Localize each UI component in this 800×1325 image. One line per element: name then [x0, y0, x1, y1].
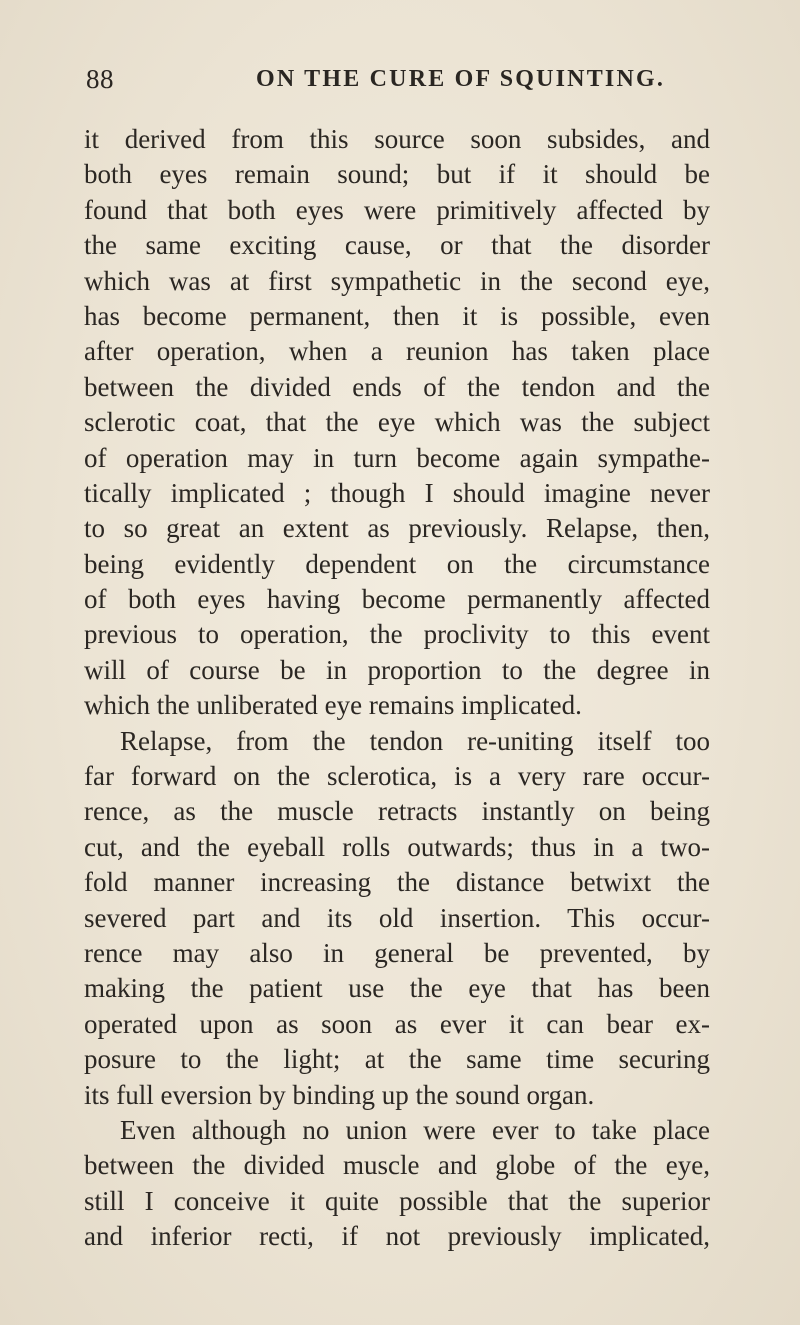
text-line: between the divided ends of the tendon and the — [84, 371, 710, 402]
text-line: of both eyes having become permanently affected — [84, 584, 710, 615]
text-line: sclerotic coat, that the eye which was the subject — [84, 407, 710, 438]
paragraph-start-line: Even although no union were ever to take place — [120, 1114, 710, 1145]
text-line: to so great an extent as previously. Relapse, then, — [84, 513, 710, 544]
text-line: making the patient use the eye that has been — [84, 973, 710, 1004]
page-number: 88 — [86, 64, 114, 94]
text-line: being evidently dependent on the circumstance — [84, 548, 710, 579]
paragraph-end-line: which the unliberated eye remains implicated. — [84, 690, 582, 721]
running-head — [86, 64, 726, 104]
text-line: rence may also in general be prevented, by — [84, 937, 710, 968]
text-line: posure to the light; at the same time securing — [84, 1044, 710, 1075]
text-line: previous to operation, the proclivity to this event — [84, 619, 710, 650]
text-line: after operation, when a reunion has taken place — [84, 336, 710, 367]
text-line: severed part and its old insertion. This occur- — [84, 902, 710, 933]
text-line: found that both eyes were primitively affected by — [84, 194, 710, 225]
text-line: which was at first sympathetic in the second eye, — [84, 265, 710, 296]
text-line: operated upon as soon as ever it can bear ex- — [84, 1008, 710, 1039]
text-line: it derived from this source soon subsides, and — [84, 124, 710, 154]
text-line: rence, as the muscle retracts instantly on being — [84, 796, 710, 827]
text-line: fold manner increasing the distance betwixt the — [84, 867, 710, 898]
paragraph-start-line: Relapse, from the tendon re-uniting itself too — [120, 725, 710, 756]
paragraph-end-line: its full eversion by binding up the sound organ. — [84, 1079, 595, 1110]
text-line: of operation may in turn become again sympathe- — [84, 442, 710, 473]
text-line: far forward on the sclerotica, is a very rare occur- — [84, 761, 710, 792]
text-line: still I conceive it quite possible that the superior — [84, 1185, 710, 1216]
text-line: and inferior recti, if not previously implicated, — [84, 1221, 710, 1252]
text-line: tically implicated ; though I should imagine never — [84, 477, 710, 508]
body-text — [84, 122, 710, 1255]
text-line: both eyes remain sound; but if it should be — [84, 159, 710, 190]
text-line: will of course be in proportion to the degree in — [84, 654, 710, 685]
text-line: has become permanent, then it is possible, even — [84, 300, 710, 331]
running-title: ON THE CURE OF SQUINTING. — [256, 66, 666, 92]
text-line: cut, and the eyeball rolls outwards; thus in a two- — [84, 831, 710, 862]
text-line: between the divided muscle and globe of the eye, — [84, 1150, 710, 1181]
text-line: the same exciting cause, or that the disorder — [84, 230, 710, 261]
